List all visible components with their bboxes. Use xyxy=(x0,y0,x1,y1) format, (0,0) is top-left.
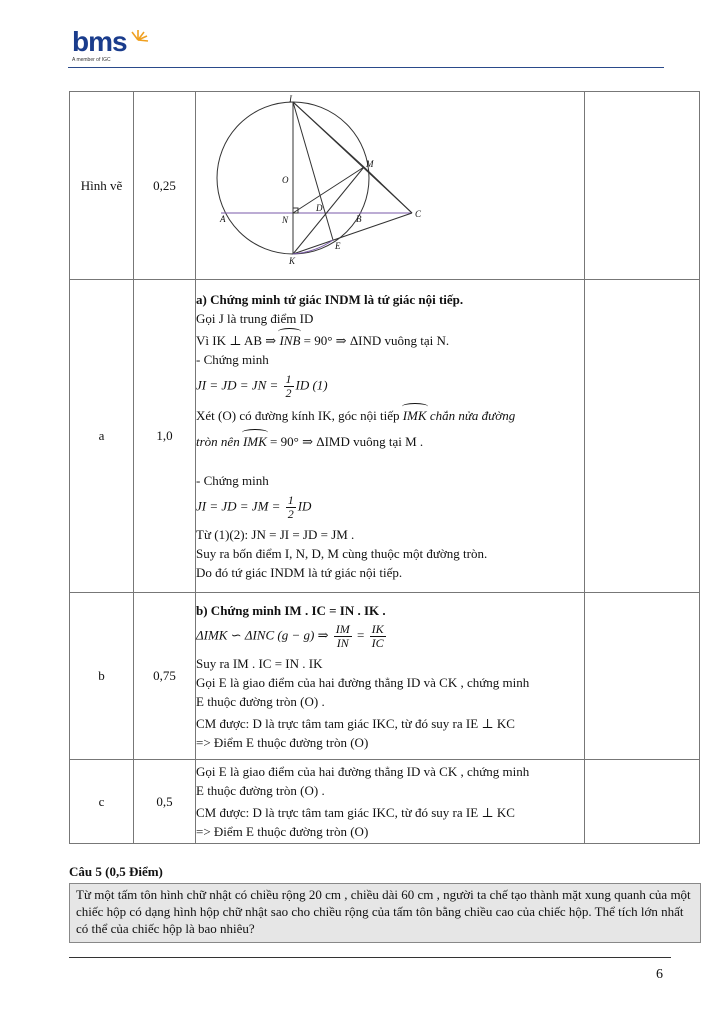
text-span: = xyxy=(353,626,368,642)
question-5-title: Câu 5 (0,5 Điểm) xyxy=(69,864,163,879)
page-number: 6 xyxy=(656,967,663,982)
label-d: D xyxy=(316,203,323,213)
frac-den: IC xyxy=(371,635,384,650)
text-span: chắn nửa đường xyxy=(426,408,516,423)
text-line: E thuộc đường tròn (O) . xyxy=(196,783,325,798)
text-line: Suy ra bốn điểm I, N, D, M cùng thuộc một đường tròn. xyxy=(196,546,488,561)
logo-graphic xyxy=(72,26,152,62)
frac-den: IN xyxy=(336,635,349,650)
text-span: ID (1) xyxy=(295,377,328,393)
text-line xyxy=(196,432,584,451)
part-b-content xyxy=(196,593,585,760)
row-label: b xyxy=(70,593,134,760)
part-c-content xyxy=(196,760,585,844)
frac-num: 1 xyxy=(285,372,292,386)
text-span: JI = JD = JM = xyxy=(196,498,284,514)
text-span: Vì IK ⊥ AB ⇒ xyxy=(196,333,280,348)
text-span: = 90° ⇒ ΔIND vuông tại N. xyxy=(300,333,450,348)
text-line: Từ (1)(2): JN = JI = JD = JM . xyxy=(196,527,355,542)
part-a-row xyxy=(70,280,700,593)
equation-line xyxy=(196,494,584,521)
label-k: K xyxy=(289,256,296,266)
page-header xyxy=(0,0,724,72)
bms-logo xyxy=(72,28,127,63)
part-b-row xyxy=(70,593,700,760)
text-span: JI = JD = JN = xyxy=(196,377,282,393)
part-b-title: b) Chứng minh IM . IC = IN . IK . xyxy=(196,602,386,618)
logo-subtitle: A member of IGC xyxy=(72,57,111,63)
fraction xyxy=(284,373,294,400)
equation-line xyxy=(196,623,584,650)
text-line: => Điểm E thuộc đường tròn (O) xyxy=(196,824,369,839)
frac-den: 2 xyxy=(287,507,294,521)
angle-symbol: IMK xyxy=(242,434,267,449)
text-line: Suy ra IM . IC = IN . IK xyxy=(196,655,323,671)
part-a-title: a) Chứng minh tứ giác INDM là tứ giác nội tiếp. xyxy=(196,292,464,307)
answer-table xyxy=(69,91,700,844)
row-score: 0,5 xyxy=(134,760,196,844)
fraction xyxy=(334,623,352,650)
question-5-box: Từ một tấm tôn hình chữ nhật có chiều rộng 20 cm , chiều dài 60 cm , người ta chế tạo thành mặt xung quanh của một chiếc hộp có dạng hình hộp chữ nhật sao cho chiều rộng của tấm tôn bằng chiều cao của chiếc hộp. Thể tích lớn nhất có thể của chiếc hộp là bao nhiêu? xyxy=(69,883,701,943)
geometry-figure xyxy=(196,92,584,274)
text-line: Gọi E là giao điểm của hai đường thẳng ID và CK , chứng minh xyxy=(196,764,530,779)
text-line xyxy=(196,406,584,425)
part-a-content xyxy=(196,280,585,593)
text-line: - Chứng minh xyxy=(196,473,269,488)
figure-cell xyxy=(196,92,585,280)
label-m: M xyxy=(366,159,374,169)
text-span: = 90° ⇒ ΔIMD vuông tại M . xyxy=(266,434,424,449)
row-score: 0,25 xyxy=(134,92,196,280)
text-line: Gọi E là giao điểm của hai đường thẳng ID và CK , chứng minh xyxy=(196,674,530,690)
equation-line xyxy=(196,373,584,400)
label-b: B xyxy=(356,214,362,224)
text-span: tròn nên xyxy=(196,434,243,449)
notes-cell xyxy=(585,92,700,280)
frac-den: 2 xyxy=(285,386,292,400)
figure-row xyxy=(70,92,700,280)
text-line: E thuộc đường tròn (O) . xyxy=(196,693,325,709)
label-c: C xyxy=(415,209,422,219)
fraction xyxy=(286,494,296,521)
row-score: 0,75 xyxy=(134,593,196,760)
frac-num: 1 xyxy=(287,493,294,507)
text-span: Xét (O) có đường kính IK, góc nội tiếp xyxy=(196,408,403,423)
text-line xyxy=(196,331,584,350)
footer-divider xyxy=(69,957,671,958)
notes-cell xyxy=(585,593,700,760)
text-line: Gọi J là trung điểm ID xyxy=(196,311,314,326)
frac-num: IM xyxy=(335,621,350,636)
text-line: => Điểm E thuộc đường tròn (O) xyxy=(196,734,369,750)
row-label: Hình vẽ xyxy=(70,92,134,280)
text-line: CM được: D là trực tâm tam giác IKC, từ đó suy ra IE ⊥ KC xyxy=(196,715,515,731)
fraction xyxy=(370,623,386,650)
part-c-row xyxy=(70,760,700,844)
label-n: N xyxy=(282,215,289,225)
notes-cell xyxy=(585,280,700,593)
row-score: 1,0 xyxy=(134,280,196,593)
row-label: c xyxy=(70,760,134,844)
label-e: E xyxy=(335,241,341,251)
logo-text: bms xyxy=(72,26,127,57)
notes-cell xyxy=(585,760,700,844)
text-line: - Chứng minh xyxy=(196,352,269,367)
header-divider xyxy=(68,67,664,68)
text-span: ID xyxy=(297,498,312,514)
text-line: Do đó tứ giác INDM là tứ giác nội tiếp. xyxy=(196,565,403,580)
label-a: A xyxy=(220,214,226,224)
row-label: a xyxy=(70,280,134,593)
angle-symbol: IMK xyxy=(402,408,427,423)
text-line: CM được: D là trực tâm tam giác IKC, từ đó suy ra IE ⊥ KC xyxy=(196,805,515,820)
frac-num: IK xyxy=(371,621,384,636)
text-span: ΔIMK ∽ ΔINC (g − g) ⇒ xyxy=(196,626,332,642)
label-o: O xyxy=(282,175,289,185)
angle-symbol: INB xyxy=(279,333,301,348)
label-i: I xyxy=(289,94,292,104)
